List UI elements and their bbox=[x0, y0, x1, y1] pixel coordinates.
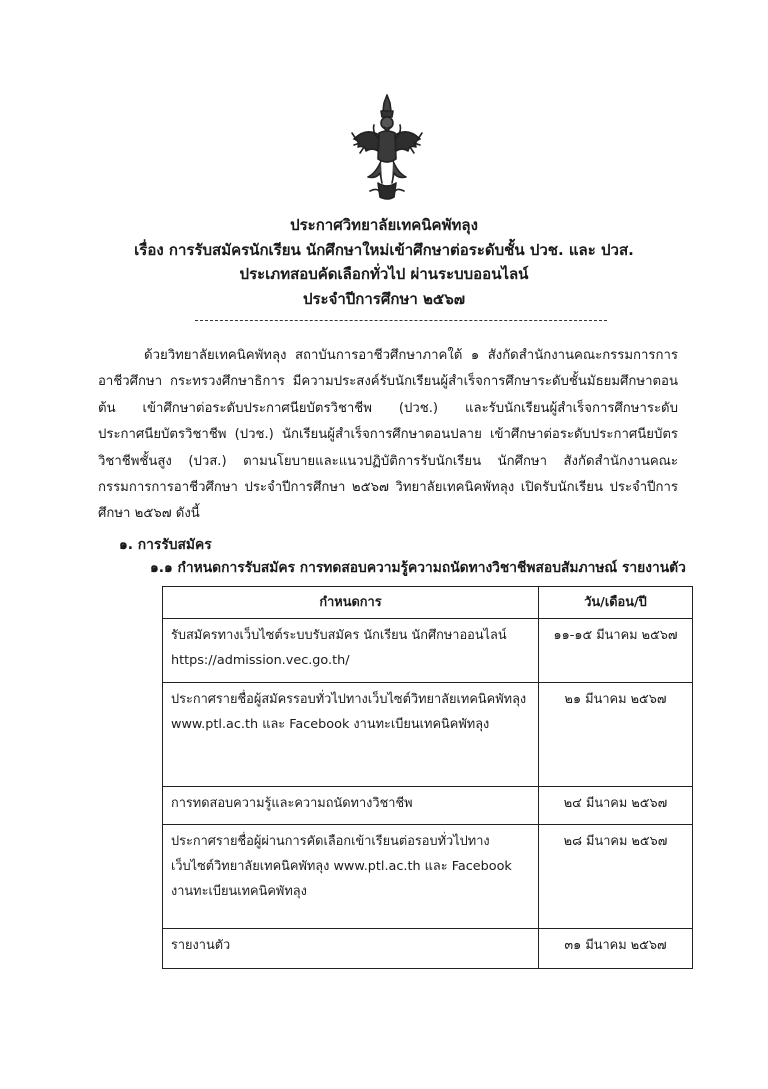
row-task: ประกาศรายชื่อผู้สมัครรอบทั่วไปทางเว็บไซต์วิทยาลัยเทคนิคพัทลุง www.ptl.ac.th และ Facebook งานทะเบียนเทคนิคพัทลุง bbox=[163, 683, 539, 787]
row-date: ๒๔ มีนาคม ๒๕๖๗ bbox=[539, 787, 693, 825]
row-date: ๓๑ มีนาคม ๒๕๖๗ bbox=[539, 929, 693, 969]
header-task: กำหนดการ bbox=[163, 587, 539, 619]
table-row bbox=[163, 683, 693, 787]
garuda-emblem-icon bbox=[348, 93, 426, 203]
section-1-title: ๑. การรับสมัคร bbox=[119, 537, 212, 553]
table-row bbox=[163, 619, 693, 683]
row-date: ๒๑ มีนาคม ๒๕๖๗ bbox=[539, 683, 693, 787]
heading-divider bbox=[195, 320, 607, 321]
row-date: ๑๑-๑๕ มีนาคม ๒๕๖๗ bbox=[539, 619, 693, 683]
intro-paragraph: ด้วยวิทยาลัยเทคนิคพัทลุง สถาบันการอาชีวศึกษาภาคใต้ ๑ สังกัดสำนักงานคณะกรรมการการอาชีวศึกษา กระทรวงศึกษาธิการ มีความประสงค์รับนักเรียนผู้สำเร็จการศึกษาระดับชั้นมัธยมศึกษาตอนต้น เข้าศึกษาต่อระดับประกาศนียบัตรวิชาชีพ (ปวช.) และรับนักเรียนผู้สำเร็จการศึกษาระดับประกาศนียบัตรวิชาชีพ (ปวช.) นักเรียนผู้สำเร็จการศึกษาตอนปลาย เข้าศึกษาต่อระดับประกาศนียบัตรวิชาชีพชั้นสูง (ปวส.) ตามนโยบายและแนวปฏิบัติการรับนักเรียน นักศึกษา สังกัดสำนักงานคณะกรรมการการอาชีวศึกษา ประจำปีการศึกษา ๒๕๖๗ วิทยาลัยเทคนิคพัทลุง เปิดรับนักเรียน ประจำปีการศึกษา ๒๕๖๗ ดังนี้ bbox=[98, 348, 678, 522]
row-date: ๒๘ มีนาคม ๒๕๖๗ bbox=[539, 825, 693, 929]
schedule-table bbox=[162, 586, 693, 969]
table-header-row bbox=[163, 587, 693, 619]
row-task: รับสมัครทางเว็บไซต์ระบบรับสมัคร นักเรียน นักศึกษาออนไลน์ https://admission.vec.go.th/ bbox=[163, 619, 539, 683]
header-date: วัน/เดือน/ปี bbox=[539, 587, 693, 619]
announcement-title: ประกาศวิทยาลัยเทคนิคพัทลุง bbox=[290, 216, 478, 234]
announcement-type: ประเภทสอบคัดเลือกทั่วไป ผ่านระบบออนไลน์ bbox=[239, 265, 529, 283]
row-task: การทดสอบความรู้และความถนัดทางวิชาชีพ bbox=[163, 787, 539, 825]
announcement-year: ประจำปีการศึกษา ๒๕๖๗ bbox=[302, 289, 466, 308]
row-task: ประกาศรายชื่อผู้ผ่านการคัดเลือกเข้าเรียนต่อรอบทั่วไปทางเว็บไซต์วิทยาลัยเทคนิคพัทลุง www.ptl.ac.th และ Facebook งานทะเบียนเทคนิคพัทลุง bbox=[163, 825, 539, 929]
table-row bbox=[163, 825, 693, 929]
row-task: รายงานตัว bbox=[163, 929, 539, 969]
announcement-subject: เรื่อง การรับสมัครนักเรียน นักศึกษาใหม่เข้าศึกษาต่อระดับชั้น ปวช. และ ปวส. bbox=[134, 240, 634, 259]
announcement-heading bbox=[120, 213, 648, 311]
table-row bbox=[163, 787, 693, 825]
table-row bbox=[163, 929, 693, 969]
section-1-1-title: ๑.๑ กำหนดการรับสมัคร การทดสอบความรู้ความถนัดทางวิชาชีพสอบสัมภาษณ์ รายงานตัว bbox=[150, 560, 686, 576]
